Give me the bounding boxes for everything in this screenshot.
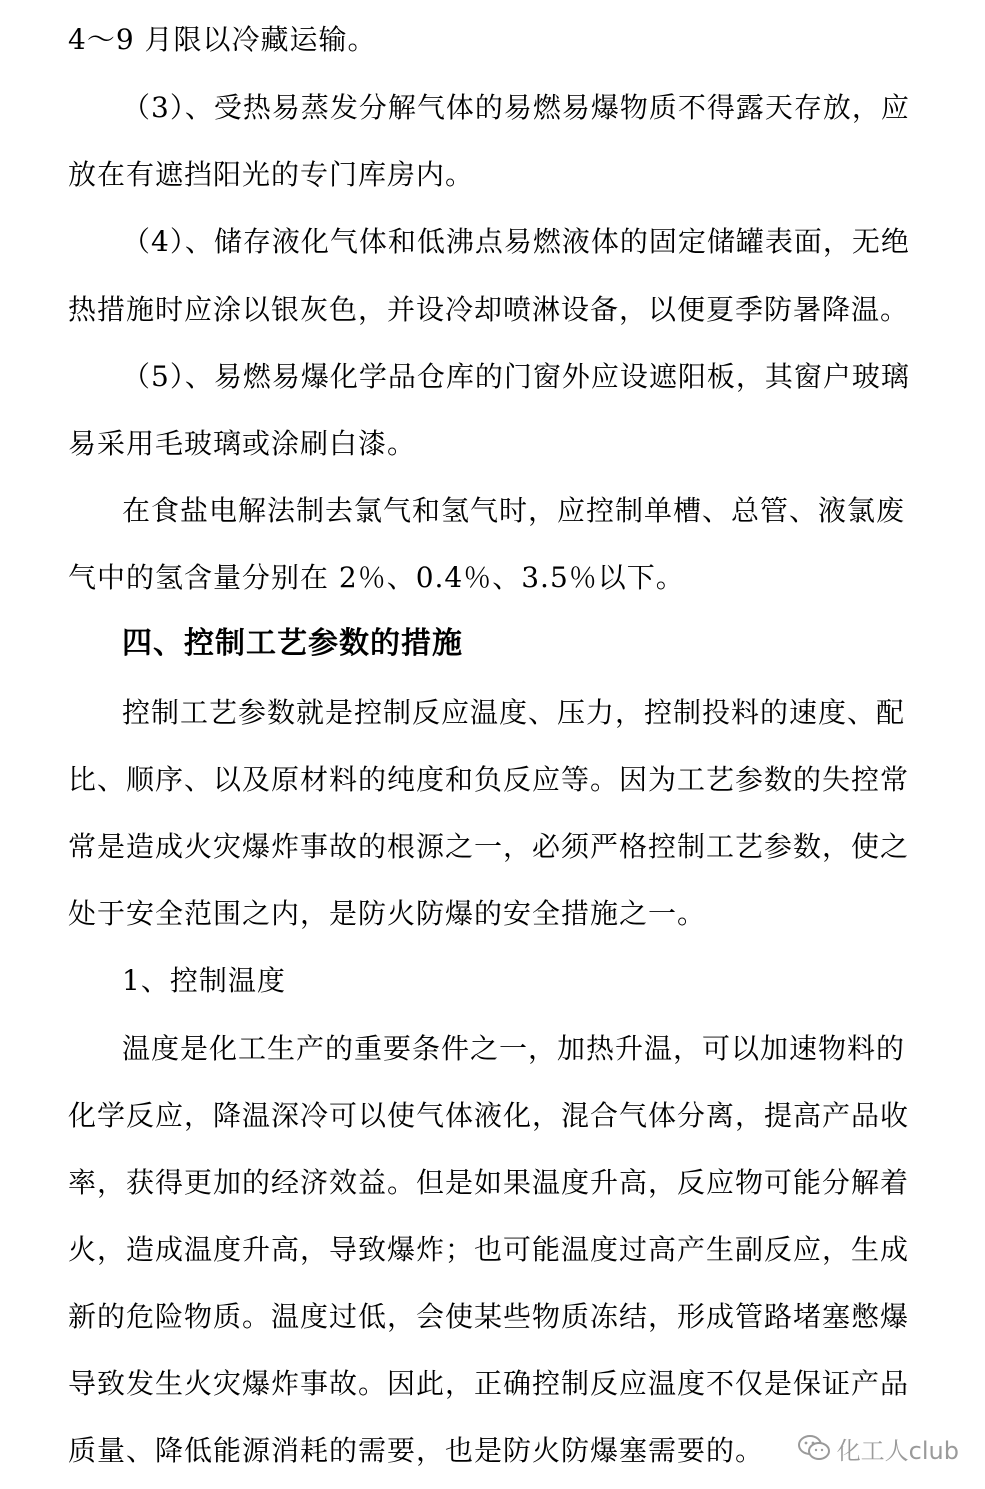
- text-line: 化学反应，降温深冷可以使气体液化，混合气体分离，提高产品收: [68, 1099, 910, 1132]
- watermark: [797, 1428, 959, 1468]
- text-line: 在食盐电解法制去氯气和氢气时，应控制单槽、总管、液氯废: [122, 494, 906, 527]
- wechat-icon: [797, 1434, 831, 1462]
- text-line: 新的危险物质。温度过低，会使某些物质冻结，形成管路堵塞憋爆: [68, 1300, 910, 1333]
- watermark-text: 化工人club: [836, 1436, 959, 1465]
- text-line: 率，获得更加的经济效益。但是如果温度升高，反应物可能分解着: [68, 1166, 910, 1199]
- subsection-heading: 1、控制温度: [122, 964, 286, 997]
- text-line: 控制工艺参数就是控制反应温度、压力，控制投料的速度、配: [122, 696, 906, 729]
- text-line: 火，造成温度升高，导致爆炸；也可能温度过高产生副反应，生成: [68, 1233, 910, 1266]
- text-line: 导致发生火灾爆炸事故。因此，正确控制反应温度不仅是保证产品: [68, 1367, 910, 1400]
- text-line: 处于安全范围之内，是防火防爆的安全措施之一。: [68, 897, 707, 930]
- text-line: 放在有遮挡阳光的专门库房内。: [68, 158, 475, 191]
- text-line: 常是造成火灾爆炸事故的根源之一，必须严格控制工艺参数，使之: [68, 830, 910, 863]
- text-line: 易采用毛玻璃或涂刷白漆。: [68, 427, 417, 460]
- text-line: （4）、储存液化气体和低沸点易燃液体的固定储罐表面，无绝: [122, 225, 910, 258]
- text-line: 气中的氢含量分别在 2％、0.4％、3.5％以下。: [68, 561, 685, 594]
- text-line: 温度是化工生产的重要条件之一，加热升温，可以加速物料的: [122, 1032, 906, 1065]
- text-line: 质量、降低能源消耗的需要，也是防火防爆塞需要的。: [68, 1434, 765, 1467]
- text-line: （3）、受热易蒸发分解气体的易燃易爆物质不得露天存放，应: [122, 91, 910, 124]
- text-line: 比、顺序、以及原材料的纯度和负反应等。因为工艺参数的失控常: [68, 763, 910, 796]
- text-line: 热措施时应涂以银灰色，并设冷却喷淋设备，以便夏季防暑降温。: [68, 293, 910, 326]
- text-line: （5）、易燃易爆化学品仓库的门窗外应设遮阳板，其窗户玻璃: [122, 360, 910, 393]
- text-line: 4～9 月限以冷藏运输。: [68, 23, 377, 56]
- section-heading: 四、控制工艺参数的措施: [122, 626, 463, 661]
